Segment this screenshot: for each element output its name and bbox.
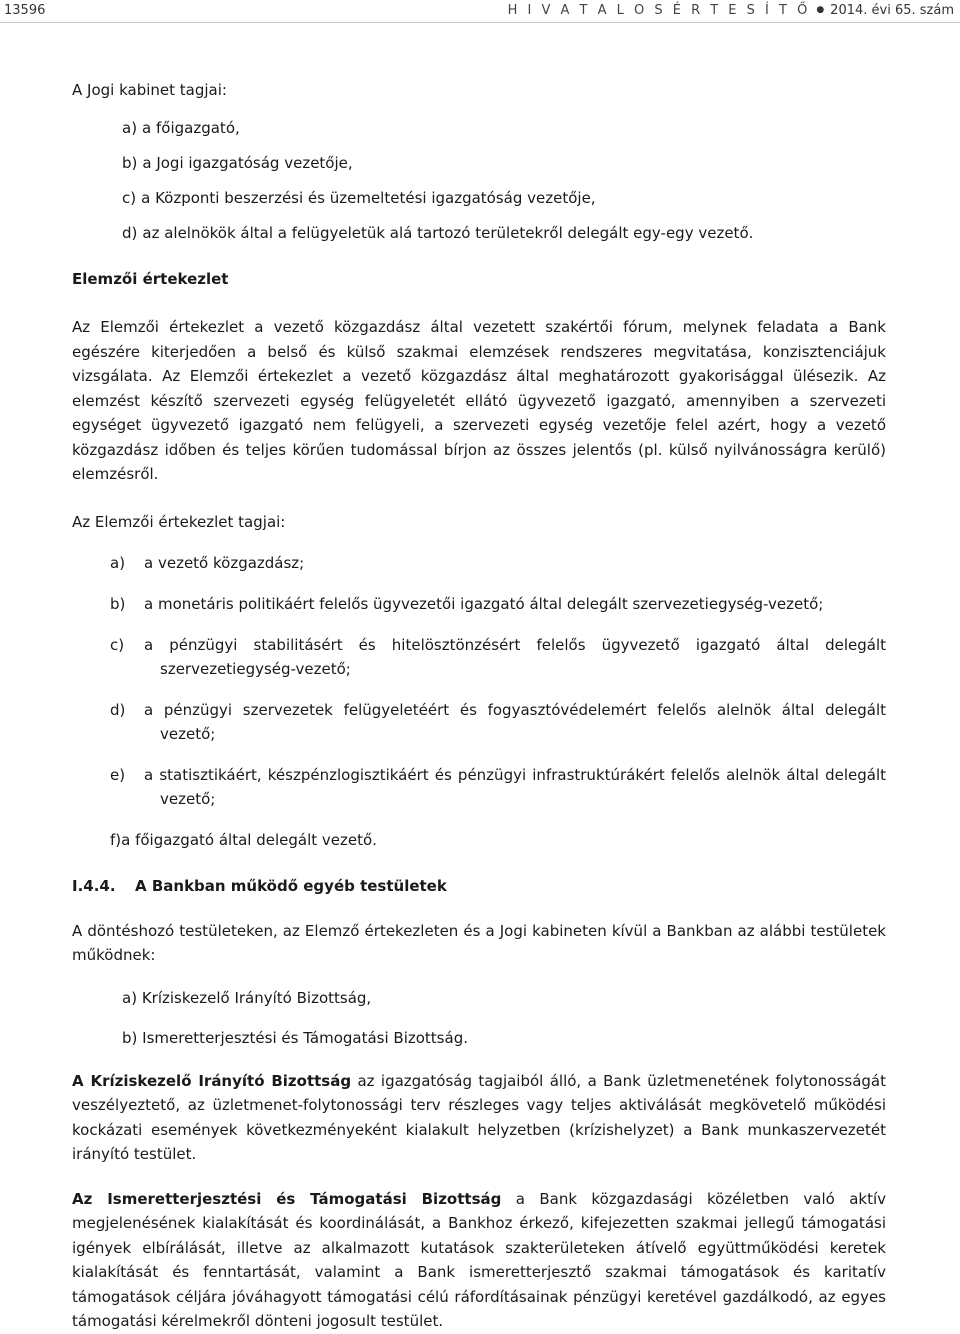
- list-item: c) a Központi beszerzési és üzemeltetési igazgatóság vezetője,: [122, 188, 596, 207]
- page-number: 13596: [4, 3, 46, 18]
- section-title: A Bankban működő egyéb testületek: [135, 877, 447, 895]
- kriziskezelo-term: A Kríziskezelő Irányító Bizottság: [72, 1071, 352, 1090]
- section-number: I.4.4.: [72, 877, 116, 895]
- list-item: d) a pénzügyi szervezetek felügyeletéért és fogyasztóvédelemért felelős alelnök által delegált vezető;: [110, 701, 886, 743]
- bullet-separator: ●: [816, 5, 825, 15]
- ismeretterjesztesi-term: Az Ismeretterjesztési és Támogatási Bizottság: [72, 1189, 502, 1208]
- list-item: a) a vezető közgazdász;: [110, 554, 305, 572]
- list-item: b) a Jogi igazgatóság vezetője,: [122, 153, 353, 172]
- jogi-kabinet-title: A Jogi kabinet tagjai:: [72, 81, 227, 99]
- list-item: a) Kríziskezelő Irányító Bizottság,: [122, 988, 372, 1007]
- elemzoi-heading: Elemzői értekezlet: [72, 269, 229, 288]
- list-item: e) a statisztikáért, készpénzlogisztikáért és pénzügyi infrastruktúrákért felelős alelnök által delegált vezető;: [110, 766, 886, 808]
- list-item: b) a monetáris politikáért felelős ügyvezetői igazgató által delegált szervezetiegység-vezető;: [110, 595, 824, 613]
- section-intro: A döntéshozó testületeken, az Elemző értekezleten és a Jogi kabineten kívül a Bankban az alábbi testületek működnek:: [72, 921, 886, 964]
- publication-title: H I V A T A L O S É R T E S Í T Ő: [507, 3, 811, 18]
- list-item: f)a főigazgató által delegált vezető.: [110, 831, 377, 849]
- issue-number: 2014. évi 65. szám: [830, 3, 954, 18]
- document-body: [72, 78, 886, 1334]
- section-heading: [72, 874, 886, 899]
- list-item: d) az alelnökök által a felügyeletük alá tartozó területekről delegált egy-egy vezető.: [122, 223, 754, 242]
- elemzoi-members-title: Az Elemzői értekezlet tagjai:: [72, 512, 286, 531]
- testuletek-list: [72, 988, 886, 1048]
- elemzoi-members: [72, 551, 886, 852]
- page-header: [0, 0, 960, 23]
- jogi-kabinet-members: [72, 118, 886, 243]
- publication-info: [508, 3, 954, 18]
- list-item: b) Ismeretterjesztési és Támogatási Bizottság.: [122, 1028, 468, 1047]
- ismeretterjesztesi-paragraph: Az Ismeretterjesztési és Támogatási Bizottság a Bank közgazdasági közéletben való aktív megjelenésének kialakítását és koordinálását, a Bankhoz érkező, kifejezetten szakmai jellegű támogatási igények elbírálását, illetve az alkalmazott kutatások szakterületeken átívelő együttműködési keretek kialakítását és fenntartását, valamint a Bank ismeretterjesztő szakmai támogatások és karitatív támogatások céljára jóváhagyott támogatási célú ráfordításainak pénzügyi keretével gazdálkodó, az egyes támogatási kérelmekről dönteni jogosult testület.: [72, 1189, 887, 1330]
- list-item: a) a főigazgató,: [122, 118, 240, 137]
- list-item: c) a pénzügyi stabilitásért és hitelösztönzésért felelős ügyvezető igazgató által delegált szervezetiegység-vezető;: [110, 636, 886, 678]
- kriziskezelo-paragraph: A Kríziskezelő Irányító Bizottság az igazgatóság tagjaiból álló, a Bank üzletmenetének folytonosságát veszélyeztető, az üzletmenet-folytonossági terv részleges vagy teljes aktiválását megkövetelő működési kockázati események következményeként kialakult helyzetben (krízishelyzet) a Bank munkaszervezetét irányító testület.: [72, 1071, 886, 1163]
- elemzoi-paragraph: Az Elemzői értekezlet a vezető közgazdász által vezetett szakértői fórum, melynek feladata a Bank egészére kiterjedően a belső és külső szakmai elemzések rendszeres megvitatása, konzisztenciájuk vizsgálata. Az Elemzői értekezlet a vezető közgazdász által meghatározott gyakorisággal ülésezik. Az elemzést készítő szervezeti egység felügyeletét ellátó ügyvezető igazgató, amennyiben a szervezeti egységet ügyvezető igazgató nem felügyeli, a szervezeti egység vezetője felel azért, hogy a vezető közgazdász időben és teljes körűen tudomással bírjon az összes jelentős (pl. külső nyilvánosságra kerülő) elemzésről.: [72, 318, 886, 483]
